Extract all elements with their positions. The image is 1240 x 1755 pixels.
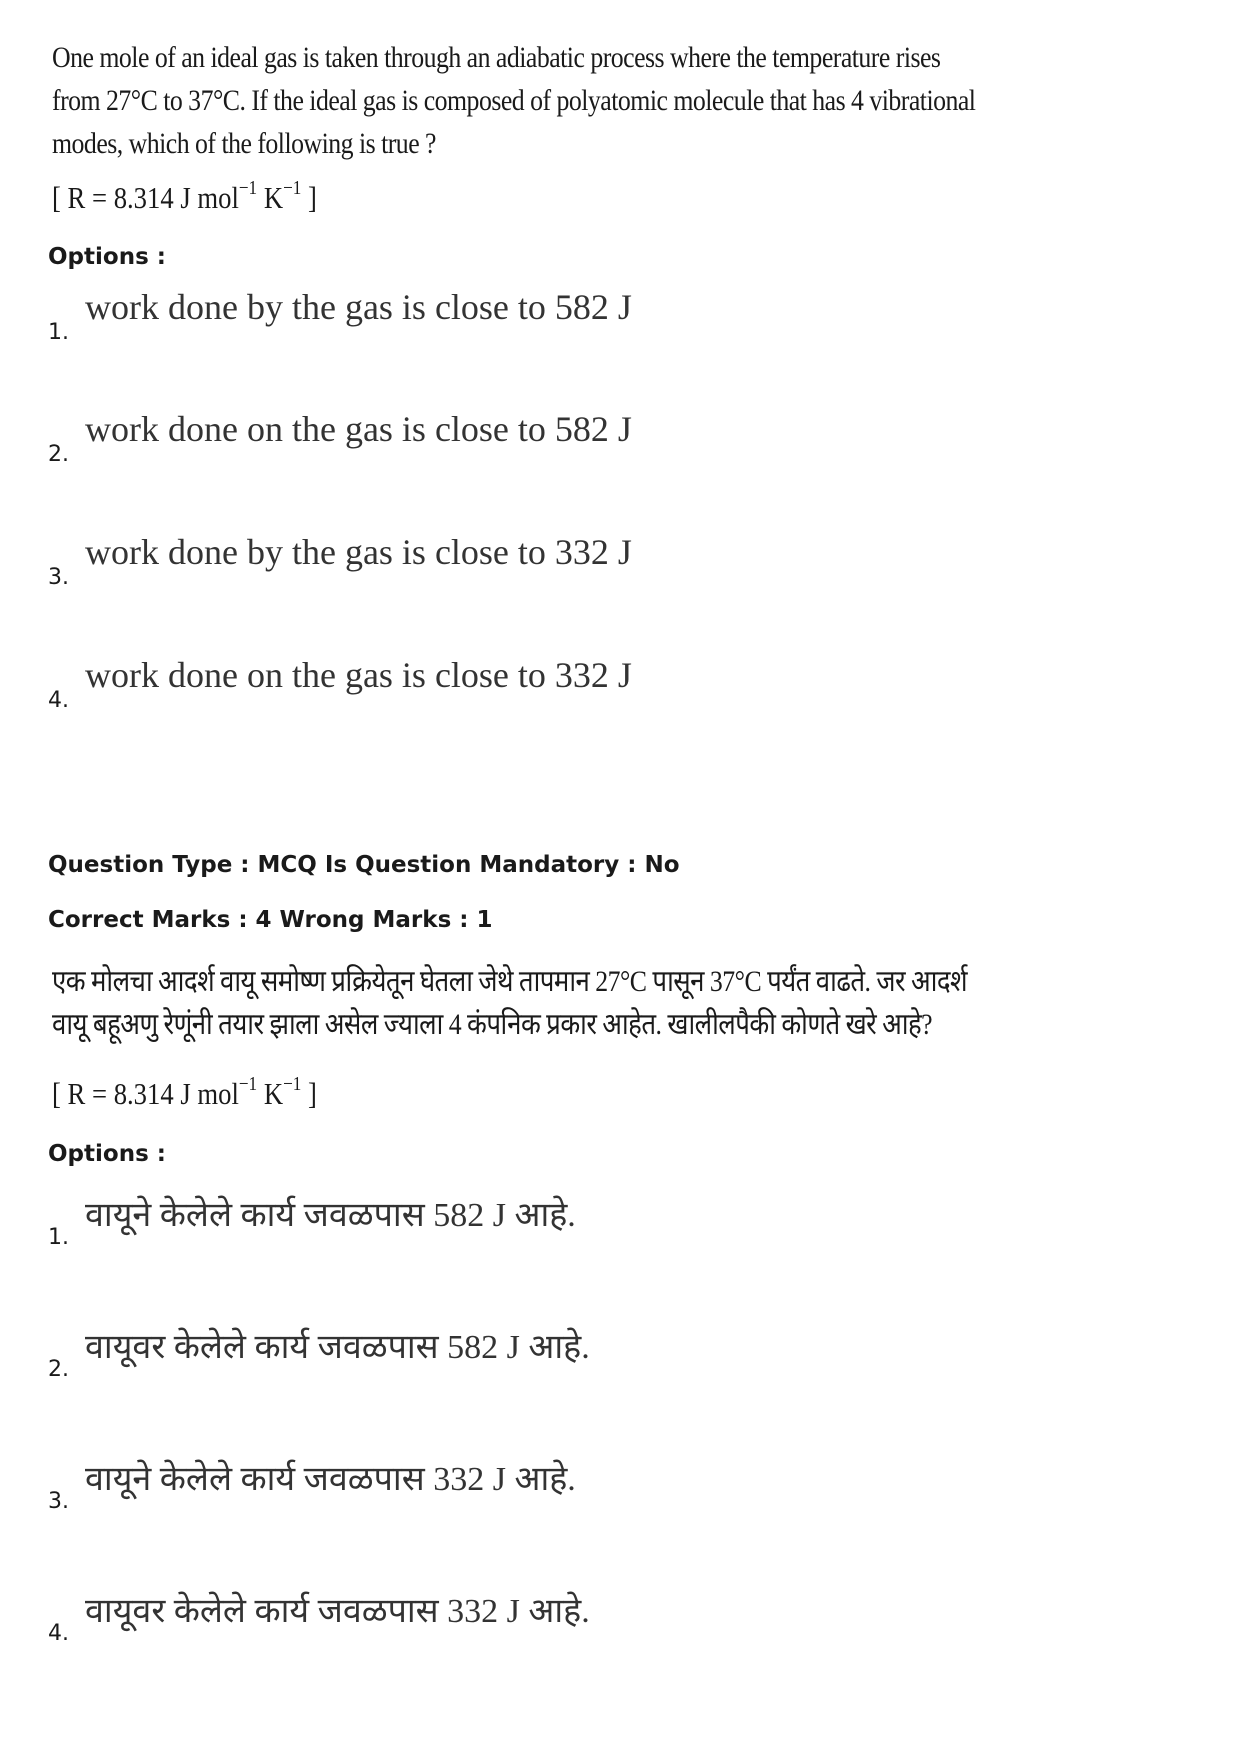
option-text[interactable]: वायूने केलेले कार्य जवळपास 332 J आहे. [85, 1461, 576, 1498]
option-number: 2. [48, 442, 69, 467]
option-text[interactable]: work done by the gas is close to 582 J [85, 287, 632, 327]
option-number: 4. [48, 1621, 69, 1646]
question-line: from 27°C to 37°C. If the ideal gas is composed of polyatomic molecule that has 4 vibrational [52, 84, 976, 117]
question-line: एक मोलचा आदर्श वायू समोष्ण प्रक्रियेतून घेतला जेथे तापमान 27°C पासून 37°C पर्यंत वाढते. जर आदर्श [52, 965, 968, 998]
option-text[interactable]: वायूने केलेले कार्य जवळपास 582 J आहे. [85, 1197, 576, 1234]
question-line: वायू बहूअणु रेणूंनी तयार झाला असेल ज्याला 4 कंपनिक प्रकार आहेत. खालीलपैकी कोणते खरे आहे? [52, 1008, 933, 1041]
question-type-line: Question Type : MCQ Is Question Mandatory : No [48, 852, 680, 878]
question-line: One mole of an ideal gas is taken through an adiabatic process where the temperature rises [52, 41, 941, 74]
option-number: 1. [48, 320, 69, 345]
question-text-marathi [52, 960, 981, 1046]
option-number: 3. [48, 1489, 69, 1514]
option-number: 4. [48, 688, 69, 713]
marks-line: Correct Marks : 4 Wrong Marks : 1 [48, 907, 493, 933]
question-text-english [52, 36, 981, 165]
gas-constant-formula: [ R = 8.314 J mol$^{-1}$ $K^{-1}$ ] [52, 1073, 317, 1111]
question-line: modes, which of the following is true ? [52, 127, 437, 160]
option-number: 2. [48, 1357, 69, 1382]
options-label: Options : [48, 1141, 166, 1167]
option-number: 1. [48, 1225, 69, 1250]
option-text[interactable]: वायूवर केलेले कार्य जवळपास 332 J आहे. [85, 1593, 590, 1630]
option-text[interactable]: work done by the gas is close to 332 J [85, 532, 632, 572]
option-number: 3. [48, 565, 69, 590]
options-label: Options : [48, 244, 166, 270]
option-text[interactable]: वायूवर केलेले कार्य जवळपास 582 J आहे. [85, 1329, 590, 1366]
option-text[interactable]: work done on the gas is close to 582 J [85, 409, 632, 449]
gas-constant-formula: [ R = 8.314 J mol$^{-1}$ $K^{-1}$ ] [52, 177, 317, 215]
option-text[interactable]: work done on the gas is close to 332 J [85, 655, 632, 695]
